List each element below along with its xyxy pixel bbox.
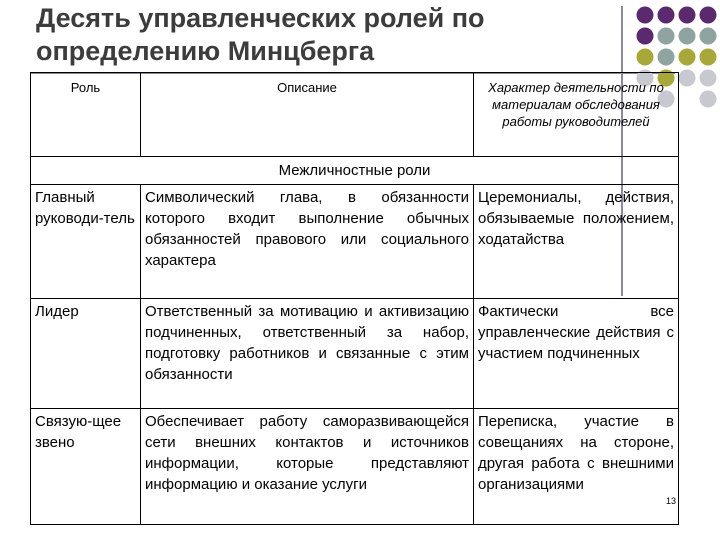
character-cell	[474, 185, 679, 299]
description-cell	[141, 185, 474, 299]
decorative-dot	[679, 49, 696, 66]
header-role: Роль	[31, 73, 141, 157]
decorative-dot	[658, 7, 675, 24]
decorative-dot	[637, 28, 654, 45]
character-text: Фактически все управленческие действия с участием подчиненных	[478, 303, 674, 362]
decorative-dot	[679, 28, 696, 45]
decorative-dot	[700, 70, 717, 87]
slide-title	[36, 2, 616, 68]
decorative-dot	[700, 28, 717, 45]
decorative-dot	[658, 49, 675, 66]
decorative-dot	[700, 49, 717, 66]
header-description: Описание	[141, 73, 474, 157]
title-line-2: определению Минцберга	[36, 36, 375, 66]
description-text: Обеспечивает работу саморазвивающейся сети внешних контактов и источников информации, которые представляют информацию и оказание услуги	[145, 413, 469, 493]
decorative-dot	[637, 49, 654, 66]
header-character: Характер деятельности по материалам обследования работы руководителей	[474, 73, 679, 157]
roles-table	[30, 72, 679, 525]
character-cell	[474, 299, 679, 409]
table-row	[31, 185, 679, 299]
decorative-dot	[658, 28, 675, 45]
role-cell: Лидер	[31, 299, 141, 409]
character-text: Церемониалы, действия, обязываемые положением, ходатайства	[478, 189, 674, 248]
description-cell	[141, 299, 474, 409]
table-row	[31, 409, 679, 525]
title-line-1: Десять управленческих ролей по	[36, 3, 485, 33]
decorative-dot	[679, 70, 696, 87]
section-title: Межличностные роли	[31, 157, 679, 185]
description-text: Символический глава, в обязанности которого входит выполнение обычных обязанностей правового или социального характера	[145, 189, 469, 269]
table-header-row	[31, 73, 679, 157]
role-cell: Связую-щее звено	[31, 409, 141, 525]
section-row	[31, 157, 679, 185]
table-row	[31, 299, 679, 409]
role-cell: Главный руководи-тель	[31, 185, 141, 299]
decorative-dot	[679, 7, 696, 24]
page-number: 13	[666, 496, 677, 506]
character-cell	[474, 409, 679, 525]
description-text: Ответственный за мотивацию и активизацию подчиненных, ответственный за набор, подготовку работников и связанные с этим обязанности	[145, 303, 469, 383]
description-cell	[141, 409, 474, 525]
decorative-dot	[637, 7, 654, 24]
decorative-dot	[700, 91, 717, 108]
character-text: Переписка, участие в совещаниях на стороне, другая работа с внешними организациями	[478, 413, 674, 493]
decorative-dot	[700, 7, 717, 24]
